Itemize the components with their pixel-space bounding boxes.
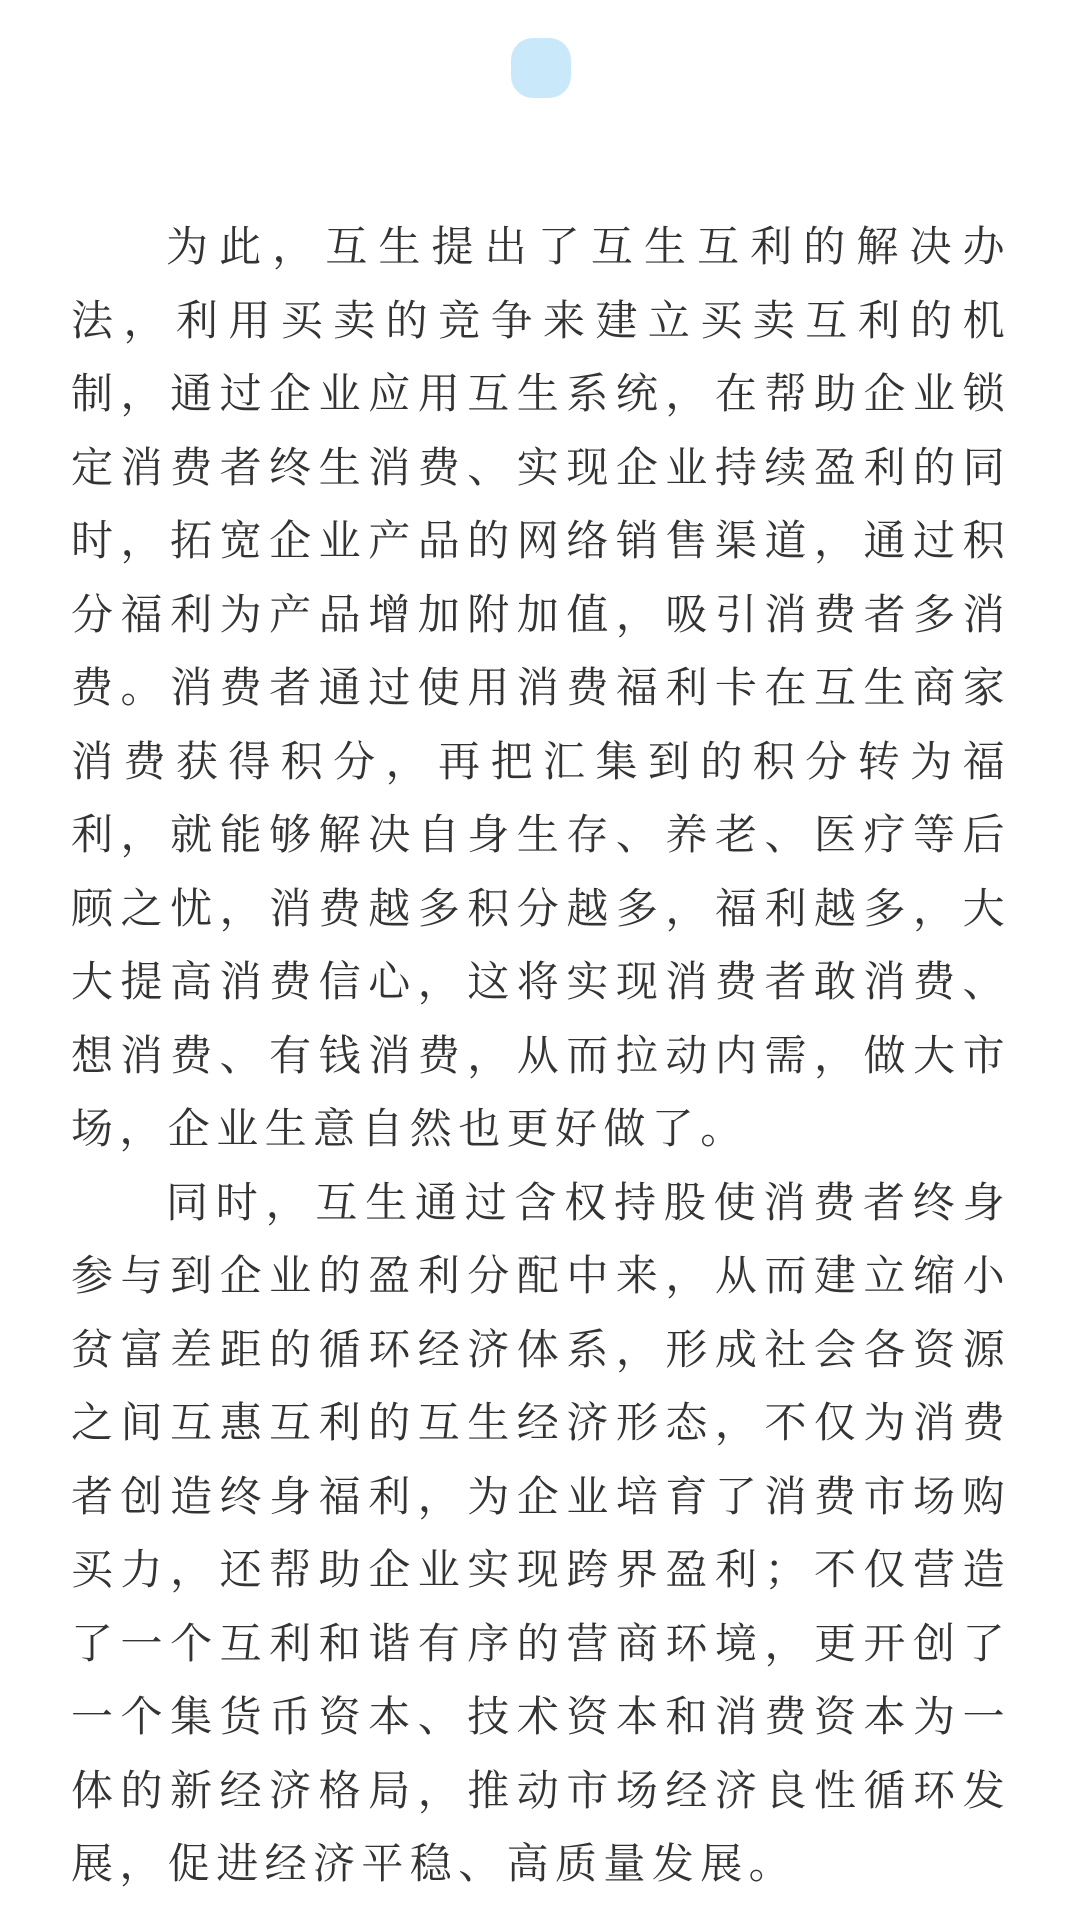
article-body: [71, 210, 1011, 1901]
article-paragraph-2: 同时，互生通过含权持股使消费者终身参与到企业的盈利分配中来，从而建立缩小贫富差距的循环经济体系，形成社会各资源之间互惠互利的互生经济形态，不仅为消费者创造终身福利，为企业培育了消费市场购买力，还帮助企业实现跨界盈利；不仅营造了一个互利和谐有序的营商环境，更开创了一个集货币资本、技术资本和消费资本为一体的新经济格局，推动市场经济良性循环发展，促进经济平稳、高质量发展。: [71, 1177, 1011, 1888]
article-paragraph-1: 为此，互生提出了互生互利的解决办法，利用买卖的竞争来建立买卖互利的机制，通过企业应用互生系统，在帮助企业锁定消费者终生消费、实现企业持续盈利的同时，拓宽企业产品的网络销售渠道，通过积分福利为产品增加附加值，吸引消费者多消费。消费者通过使用消费福利卡在互生商家消费获得积分，再把汇集到的积分转为福利，就能够解决自身生存、养老、医疗等后顾之忧，消费越多积分越多，福利越多，大大提高消费信心，这将实现消费者敢消费、想消费、有钱消费，从而拉动内需，做大市场，企业生意自然也更好做了。: [71, 222, 1011, 1153]
top-decorative-dot: [511, 38, 571, 98]
